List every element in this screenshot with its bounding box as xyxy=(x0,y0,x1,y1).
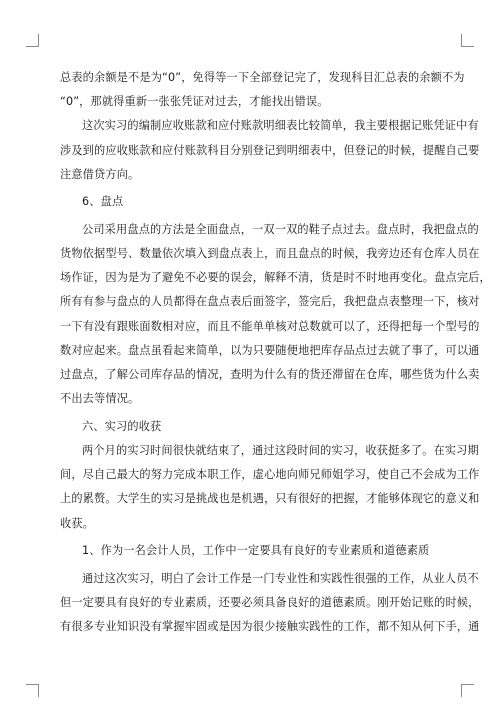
text-line: 间，尽自己最大的努力完成本职工作，虚心地向师兄师姐学习，使自己不会成为工作 xyxy=(60,468,480,482)
text-line: 涉及到的应收账款和应付账款科目分别登记到明细表中，但登记的时候，提醒自己要 xyxy=(60,143,480,157)
paragraph-ledger-balance xyxy=(60,66,465,114)
text-line: 所有有参与盘点的人员都得在盘点表后面签字，签完后，我把盘点表整理一下，核对 xyxy=(60,295,480,309)
paragraph-gains xyxy=(60,439,480,536)
section-heading: 1、作为一名会计人员，工作中一定要具有良好的专业素质和道德素质 xyxy=(82,544,430,558)
text-line: 总表的余额是不是为“0”，免得等一下全部登记完了，发现科目汇总表的余额不为 xyxy=(60,71,465,84)
text-line: 场作证，因为是为了避免不必要的误会，解释不清，货是时不时地再变化。盘点完后， xyxy=(60,271,491,285)
text-line: 但一定要具有良好的专业素质，还要必须具备良好的道德素质。刚开始记账的时候， xyxy=(60,595,480,609)
crop-mark-top-left xyxy=(26,34,39,47)
text-line: 两个月的实习时间很快就结束了，通过这段时间的实习，收获挺多了。在实习期 xyxy=(82,443,479,457)
text-line: 收获。 xyxy=(60,516,95,530)
section-heading: 六、实习的收获 xyxy=(82,419,162,433)
crop-mark-bottom-left xyxy=(26,684,39,697)
crop-mark-bottom-right xyxy=(461,684,474,697)
section-heading: 6、盘点 xyxy=(82,195,124,209)
paragraph-professional-quality xyxy=(60,567,480,640)
text-line: 注意借贷方向。 xyxy=(60,167,140,181)
paragraph-inventory xyxy=(60,218,491,412)
text-line: 过盘点，了解公司库存品的情况，查明为什么有的货还滞留在仓库，哪些货为什么卖 xyxy=(60,368,480,382)
text-line: 上的累赘。大学生的实习是挑战也是机遇，只有很好的把握，才能够体现它的意义和 xyxy=(60,492,480,506)
text-line: 公司采用盘点的方法是全面盘点，一双一双的鞋子点过去。盘点时，我把盘点的 xyxy=(82,222,479,236)
text-line: 不出去等情况。 xyxy=(60,392,140,406)
text-line: 有很多专业知识没有掌握牢固或是因为很少接触实践性的工作，都不知从何下手，通 xyxy=(60,620,480,634)
text-line: 一下有没有跟账面数相对应，而且不能单单核对总数就可以了，还得把每一个型号的 xyxy=(60,319,480,333)
heading-professional-quality xyxy=(60,539,442,563)
crop-mark-top-right xyxy=(461,34,474,47)
document-page xyxy=(60,66,491,639)
text-line: 这次实习的编制应收账款和应付账款明细表比较简单，我主要根据记账凭证中有 xyxy=(82,119,479,133)
paragraph-receivables xyxy=(60,114,480,187)
text-line: 数对应起来。盘点虽看起来简单，以为只要随便地把库存品点过去就了事了，可以通 xyxy=(60,343,480,357)
heading-internship-gains xyxy=(60,415,442,439)
heading-inventory-count xyxy=(60,190,442,214)
text-line: 通过这次实习，明白了会计工作是一门专业性和实践性很强的工作，从业人员不 xyxy=(82,571,479,585)
text-line: 货物依据型号、数量依次填入到盘点表上，而且盘点的时候，我旁边还有仓库人员在 xyxy=(60,247,480,261)
text-line: “0”，那就得重新一张张凭证对过去，才能找出错误。 xyxy=(60,95,329,109)
